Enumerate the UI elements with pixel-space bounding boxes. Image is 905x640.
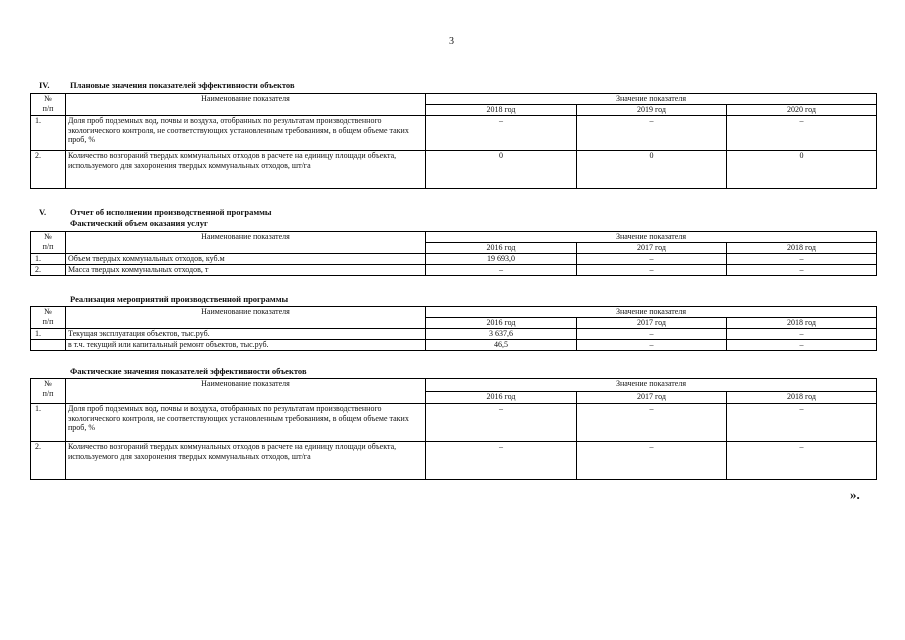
row-name: Количество возгораний твердых коммунальных отходов в расчете на единицу площади объекта, используемого для захоронения твердых коммунальных отходов, шт/га bbox=[66, 151, 426, 189]
row-value: – bbox=[577, 340, 727, 351]
header-name: Наименование показателя bbox=[66, 94, 426, 116]
section-5-roman: V. bbox=[39, 207, 47, 217]
row-name: Масса твердых коммунальных отходов, т bbox=[66, 265, 426, 276]
section-4-heading bbox=[39, 80, 295, 90]
row-name: в т.ч. текущий или капитальный ремонт объектов, тыс.руб. bbox=[66, 340, 426, 351]
header-name: Наименование показателя bbox=[66, 379, 426, 404]
header-number: № п/п bbox=[31, 307, 66, 329]
table-planned-indicators bbox=[30, 93, 877, 189]
year-header: 2016 год bbox=[426, 392, 577, 404]
row-value: – bbox=[727, 265, 877, 276]
header-value: Значение показателя bbox=[426, 94, 877, 105]
table-row bbox=[31, 404, 877, 442]
table-service-volume bbox=[30, 231, 877, 276]
year-header: 2017 год bbox=[577, 318, 727, 329]
row-number: 2. bbox=[31, 442, 66, 480]
row-value: – bbox=[577, 404, 727, 442]
row-value: – bbox=[577, 442, 727, 480]
header-value: Значение показателя bbox=[426, 379, 877, 392]
header-number: № п/п bbox=[31, 379, 66, 404]
closing-quote-mark: ». bbox=[850, 487, 860, 502]
row-number: 2. bbox=[31, 151, 66, 189]
header-name: Наименование показателя bbox=[66, 232, 426, 254]
row-number: 1. bbox=[31, 254, 66, 265]
year-header: 2018 год bbox=[426, 105, 577, 116]
section-4-roman: IV. bbox=[39, 80, 50, 90]
header-number: № п/п bbox=[31, 232, 66, 254]
row-value: 0 bbox=[426, 151, 577, 189]
header-number: № п/п bbox=[31, 94, 66, 116]
row-value: – bbox=[426, 404, 577, 442]
year-header: 2016 год bbox=[426, 318, 577, 329]
table-row bbox=[31, 442, 877, 480]
row-value: 19 693,0 bbox=[426, 254, 577, 265]
row-value: – bbox=[727, 329, 877, 340]
section-5-title: Отчет об исполнении производственной программы bbox=[70, 207, 272, 217]
row-value: – bbox=[577, 254, 727, 265]
row-value: – bbox=[577, 116, 727, 151]
year-header: 2020 год bbox=[727, 105, 877, 116]
row-number: 1. bbox=[31, 329, 66, 340]
header-value: Значение показателя bbox=[426, 307, 877, 318]
row-number: 2. bbox=[31, 265, 66, 276]
row-name: Доля проб подземных вод, почвы и воздуха, отобранных по результатам производственного экологического контроля, не соответствующих установленным требованиям, в общем объеме таких проб, % bbox=[66, 116, 426, 151]
year-header: 2019 год bbox=[577, 105, 727, 116]
year-header: 2018 год bbox=[727, 392, 877, 404]
row-number: 1. bbox=[31, 404, 66, 442]
table-row bbox=[31, 254, 877, 265]
header-value: Значение показателя bbox=[426, 232, 877, 243]
row-value: – bbox=[577, 265, 727, 276]
table-row bbox=[31, 116, 877, 151]
table-row bbox=[31, 265, 877, 276]
page-number: 3 bbox=[449, 36, 454, 47]
row-value: – bbox=[426, 265, 577, 276]
row-value: 46,5 bbox=[426, 340, 577, 351]
table-row bbox=[31, 340, 877, 351]
table-row bbox=[31, 329, 877, 340]
row-value: 0 bbox=[727, 151, 877, 189]
row-name: Объем твердых коммунальных отходов, куб.м bbox=[66, 254, 426, 265]
row-value: – bbox=[426, 442, 577, 480]
row-number: 1. bbox=[31, 116, 66, 151]
row-value: 3 637,6 bbox=[426, 329, 577, 340]
row-value: – bbox=[577, 329, 727, 340]
year-header: 2018 год bbox=[727, 318, 877, 329]
table-program-measures bbox=[30, 306, 877, 351]
section-4-title: Плановые значения показателей эффективности объектов bbox=[70, 80, 295, 90]
row-value: – bbox=[727, 254, 877, 265]
section-measures-title: Реализация мероприятий производственной программы bbox=[70, 294, 289, 304]
section-actual-title: Фактические значения показателей эффективности объектов bbox=[70, 366, 307, 376]
row-number bbox=[31, 340, 66, 351]
row-name: Доля проб подземных вод, почвы и воздуха, отобранных по результатам производственного экологического контроля, не соответствующих установленным требованиям, в общем объеме таких проб, % bbox=[66, 404, 426, 442]
year-header: 2018 год bbox=[727, 243, 877, 254]
row-value: – bbox=[727, 404, 877, 442]
row-value: – bbox=[426, 116, 577, 151]
year-header: 2017 год bbox=[577, 243, 727, 254]
table-actual-indicators bbox=[30, 378, 877, 480]
header-name: Наименование показателя bbox=[66, 307, 426, 329]
row-value: 0 bbox=[577, 151, 727, 189]
row-value: – bbox=[727, 340, 877, 351]
row-name: Текущая эксплуатация объектов, тыс.руб. bbox=[66, 329, 426, 340]
table-row bbox=[31, 151, 877, 189]
year-header: 2017 год bbox=[577, 392, 727, 404]
row-name: Количество возгораний твердых коммунальных отходов в расчете на единицу площади объекта, используемого для захоронения твердых коммунальных отходов, шт/га bbox=[66, 442, 426, 480]
section-5-heading bbox=[39, 207, 272, 217]
row-value: – bbox=[727, 116, 877, 151]
row-value: – bbox=[727, 442, 877, 480]
section-5-subtitle: Фактический объем оказания услуг bbox=[70, 218, 208, 228]
year-header: 2016 год bbox=[426, 243, 577, 254]
